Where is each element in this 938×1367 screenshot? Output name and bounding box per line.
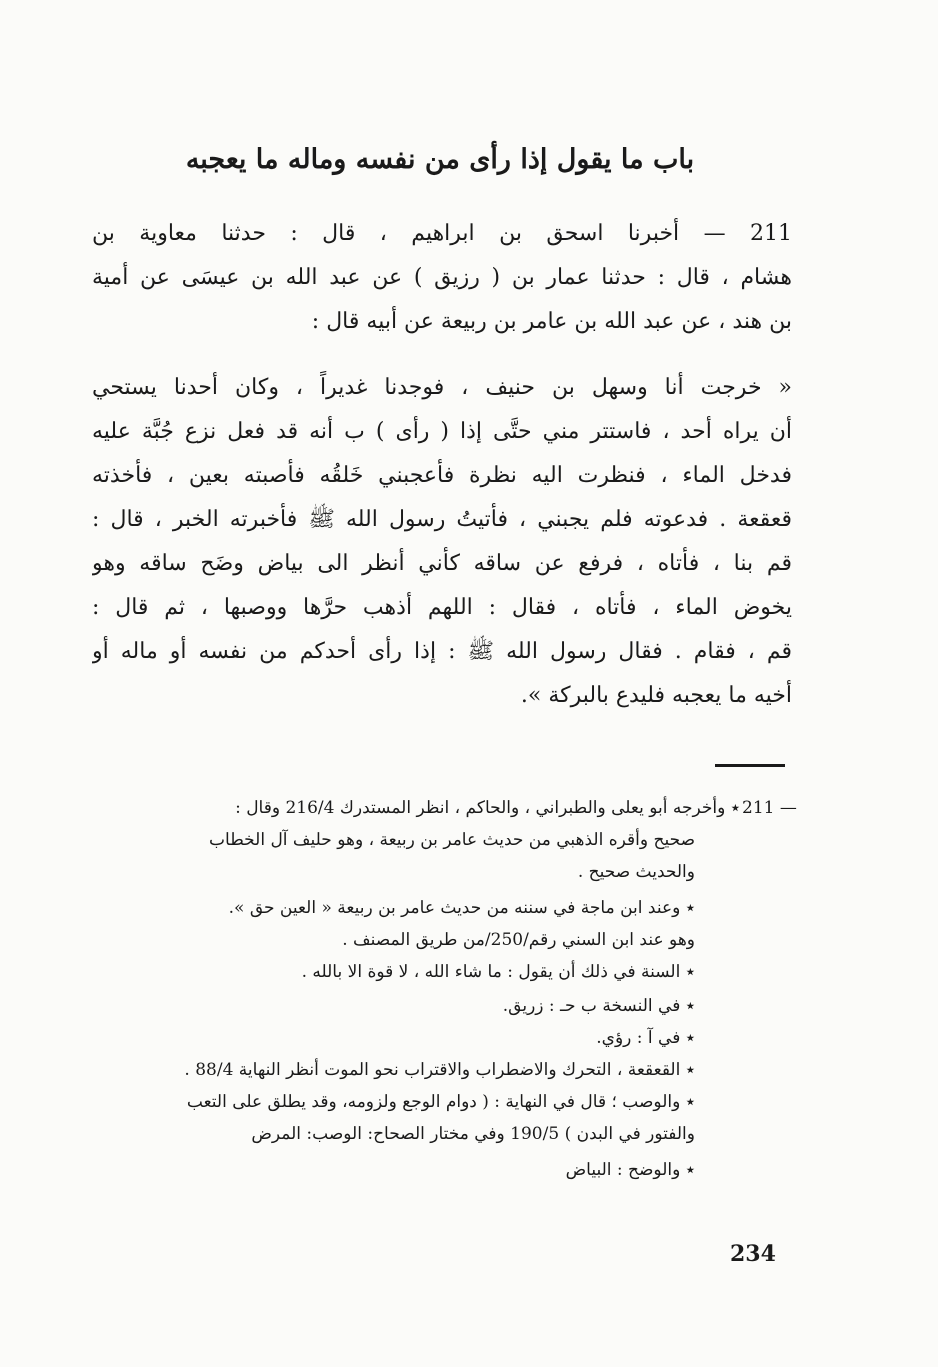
body-line: « خرجت أنا وسهل بن حنيف ، فوجدنا غديراً ، وكان أحدنا يستحي <box>92 375 792 400</box>
body-line: أخيه ما يعجبه فليدع بالبركة ». <box>520 683 792 708</box>
footnote-line: والفتور في البدن ) 190/5 وفي مختار الصحاح: الوصب: المرض <box>251 1124 695 1144</box>
footnote-line: ٭ القعقعة ، التحرك والاضطراب والاقتراب نحو الموت أنظر النهاية 88/4 . <box>184 1060 695 1080</box>
footnote-line: وهو عند ابن السني رقم/250/من طريق المصنف . <box>342 930 695 950</box>
footnote-line: ٭ السنة في ذلك أن يقول : ما شاء الله ، لا قوة الا بالله . <box>301 962 695 982</box>
footnote-line: صحيح وأقره الذهبي من حديث عامر بن ربيعة ، وهو حليف آل الخطاب <box>209 830 695 850</box>
footnote-divider <box>715 764 785 767</box>
footnote-number: 211 — <box>742 798 797 818</box>
footnote-line: والحديث صحيح . <box>577 862 695 882</box>
body-line: قعقعة . فدعوته فلم يجبني ، فأتيتُ رسول الله ﷺ فأخبرته الخبر ، قال : <box>92 507 792 532</box>
body-line: يخوض الماء ، فأتاه ، فقال : اللهم أذهب حرَّها ووصبها ، ثم قال : <box>92 595 792 620</box>
body-line: قم بنا ، فأتاه ، فرفع عن ساقه كأني أنظر الى بياض وضَح ساقه وهو <box>92 551 792 576</box>
body-line: أن يراه أحد ، فاستتر مني حتَّى إذا ( رأى ) ب أنه قد فعل نزع جُبَّة عليه <box>92 419 792 444</box>
footnote-line: ٭ وأخرجه أبو يعلى والطبراني ، والحاكم ، انظر المستدرك 216/4 وقال : <box>235 798 740 818</box>
body-line: بن هند ، عن عبد الله بن عامر بن ربيعة عن أبيه قال : <box>311 309 792 334</box>
body-line: فدخل الماء ، فنظرت اليه نظرة فأعجبني خَلقُه فأصبته بعين ، فأخذته <box>92 463 792 488</box>
page-number: 234 <box>730 1241 776 1267</box>
footnote-line: ٭ والوضح : البياض <box>565 1160 695 1180</box>
chapter-title: باب ما يقول إذا رأى من نفسه وماله ما يعجبه <box>185 144 695 175</box>
footnote-line: ٭ وعند ابن ماجة في سننه من حديث عامر بن ربيعة « العين حق ». <box>228 898 695 918</box>
body-line: 211 — أخبرنا اسحق بن ابراهيم ، قال : حدثنا معاوية بن <box>92 221 792 246</box>
body-line: هشام ، قال : حدثنا عمار بن ( رزيق ) عن عبد الله بن عيسَى عن أمية <box>92 265 792 290</box>
footnote-line: ٭ في آ : رؤي. <box>596 1028 695 1048</box>
footnote-line: ٭ والوصب ؛ قال في النهاية : ( دوام الوجع ولزومه، وقد يطلق على التعب <box>186 1092 695 1112</box>
body-line: قم ، فقام . فقال رسول الله ﷺ : إذا رأى أحدكم من نفسه أو ماله أو <box>92 639 792 664</box>
footnote-line: ٭ في النسخة ب حـ : زريق. <box>502 996 695 1016</box>
